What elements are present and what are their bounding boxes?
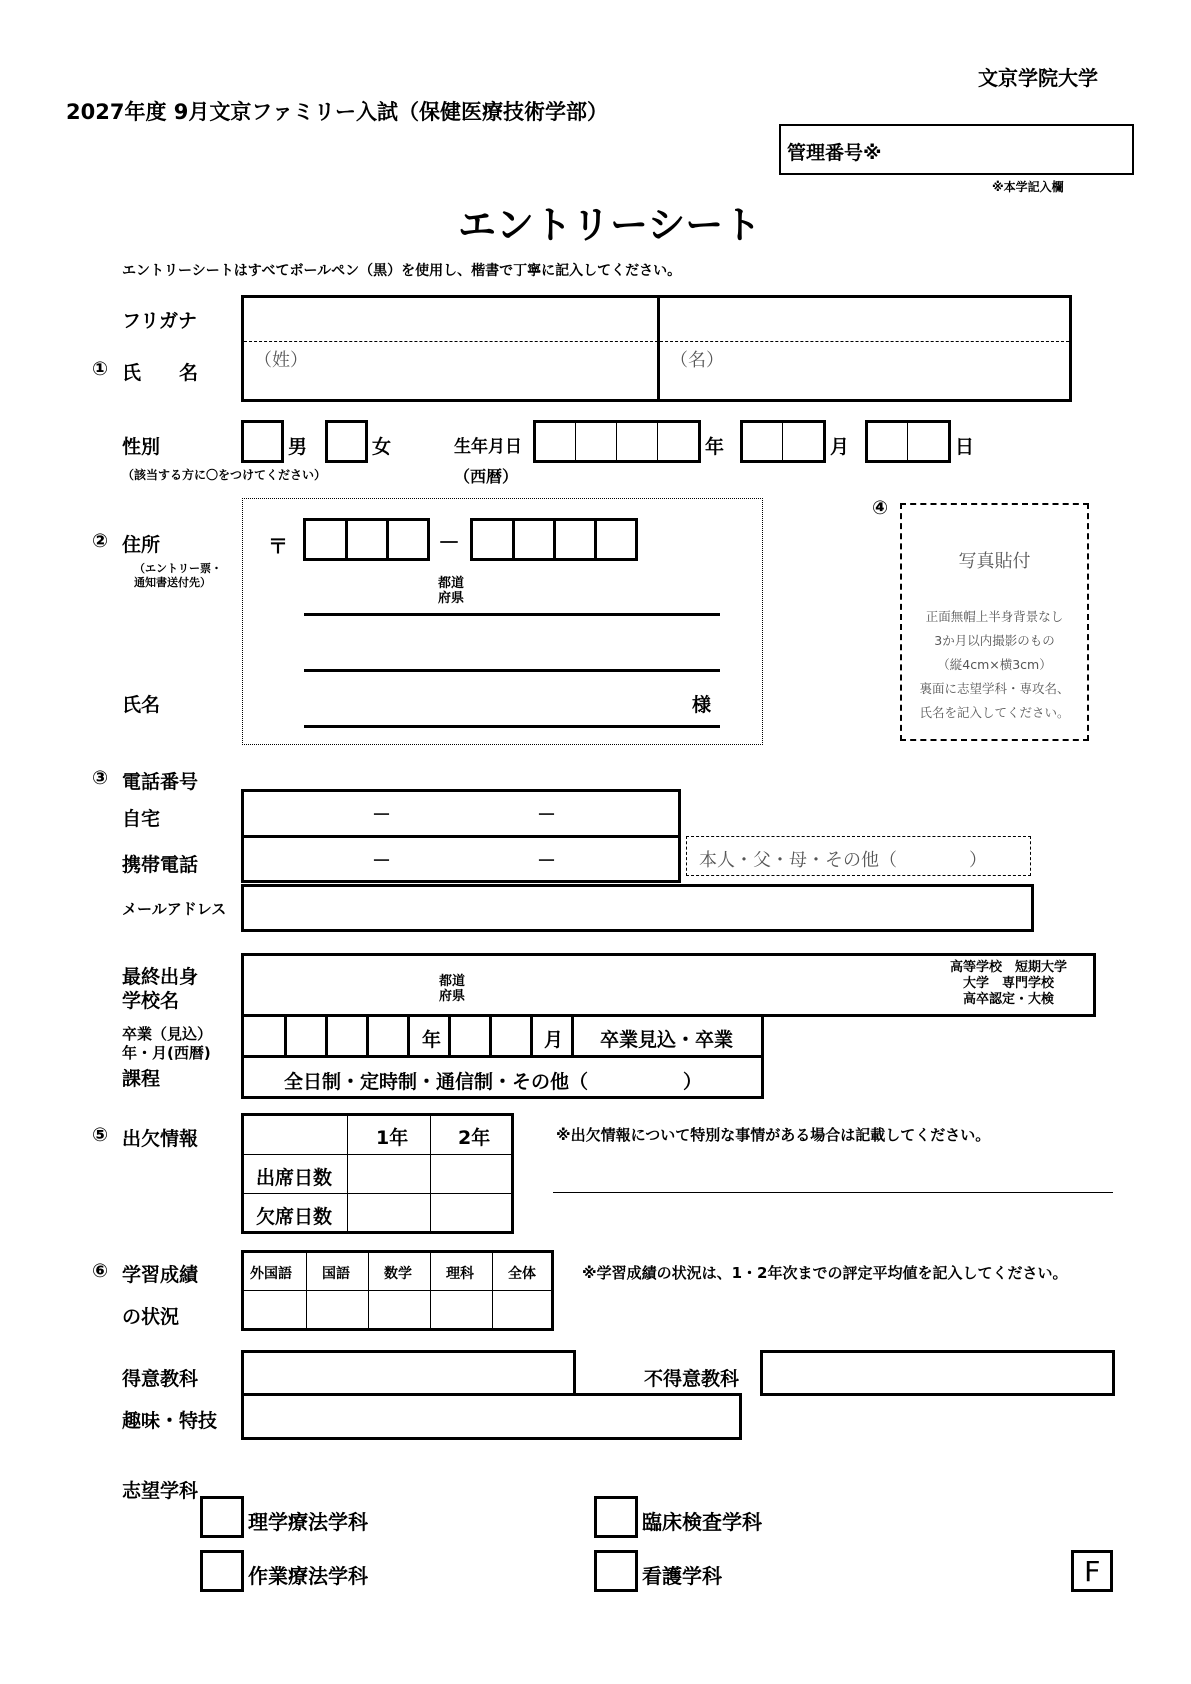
gender-female-box[interactable] <box>325 420 368 463</box>
postal-mark: 〒 <box>268 534 288 558</box>
birthdate-label: 生年月日 <box>454 437 522 457</box>
cell-divider <box>512 521 515 558</box>
cell-divider <box>530 1017 533 1055</box>
furigana-label: フリガナ <box>122 310 198 332</box>
school-prefecture-1: 都道 <box>439 974 466 989</box>
col-divider <box>347 1116 348 1231</box>
section-number-4: ④ <box>872 497 889 519</box>
weak-subject-label: 不得意教科 <box>644 1368 740 1390</box>
birth-month-label: 月 <box>830 436 850 458</box>
email-field[interactable] <box>241 884 1034 932</box>
phone-label: 電話番号 <box>122 771 199 793</box>
school-label-1: 最終出身 <box>122 966 199 988</box>
phone-owner-box[interactable] <box>686 836 1031 876</box>
photo-instruction-line: （縦4cm×横3cm） <box>937 657 1052 672</box>
cell-divider <box>366 1017 369 1055</box>
postal-code-1-field[interactable] <box>303 518 430 561</box>
admin-note: ※本学記入欄 <box>992 180 1064 194</box>
photo-instruction-line: 氏名を記入してください。 <box>919 705 1070 720</box>
school-types[interactable] <box>950 960 1067 1008</box>
cell-divider <box>594 521 597 558</box>
present-days-year1-field[interactable] <box>349 1156 429 1192</box>
gender-label: 性別 <box>122 436 161 458</box>
col-divider <box>430 1116 431 1231</box>
phone-owner-options: 本人・父・母・その他（ ） <box>699 850 987 871</box>
birth-day-label: 日 <box>955 436 975 458</box>
mobile-phone-dash-2: － <box>537 850 557 872</box>
address-note-2: 通知書送付先） <box>134 576 211 589</box>
absent-days-year1-field[interactable] <box>349 1195 429 1231</box>
birth-month-field[interactable] <box>740 420 826 463</box>
recipient-name-line[interactable] <box>304 725 720 728</box>
cell-divider <box>489 1017 492 1055</box>
school-types-line: 大学 専門学校 <box>962 976 1054 991</box>
graduation-label-1: 卒業（見込） <box>122 1025 213 1043</box>
photo-title: 写真貼付 <box>958 551 1031 572</box>
postal-hyphen: － <box>438 531 461 556</box>
weak-subject-field[interactable] <box>760 1350 1115 1396</box>
department-checkbox-clinical[interactable] <box>594 1496 638 1538</box>
hobby-field[interactable] <box>241 1393 742 1440</box>
section-number-3: ③ <box>92 767 109 789</box>
graduation-row <box>241 1014 764 1058</box>
cell-divider <box>553 521 556 558</box>
school-name-field[interactable] <box>241 953 1096 1017</box>
cell-divider <box>325 1017 328 1055</box>
exam-title: 2027年度 9月文京ファミリー入試（保健医療技術学部） <box>66 100 608 124</box>
recipient-name-label: 氏名 <box>122 694 161 716</box>
grade-subject-math: 数学 <box>384 1266 412 1282</box>
graduation-label-2: 年・月(西暦) <box>122 1044 211 1062</box>
attendance-note-line[interactable] <box>553 1192 1113 1193</box>
first-name-field[interactable]: （名） <box>670 350 724 371</box>
instruction: エントリーシートはすべてボールペン（黒）を使用し、楷書で丁寧に記入してください。 <box>122 263 682 279</box>
photo-instruction-line: 正面無帽上半身背景なし <box>925 609 1064 624</box>
photo-instructions <box>902 605 1087 725</box>
course-field[interactable] <box>241 1055 764 1099</box>
address-note-1: （エントリー票・ <box>134 562 222 575</box>
honorific-label: 様 <box>692 694 712 716</box>
admin-number-box <box>779 124 1134 175</box>
department-label: 志望学科 <box>122 1480 199 1502</box>
gender-female-label: 女 <box>372 436 392 458</box>
grade-science-field[interactable] <box>432 1292 491 1328</box>
postal-code-2-field[interactable] <box>470 518 638 561</box>
row-divider <box>244 1290 551 1291</box>
admin-number-label: 管理番号※ <box>787 142 882 164</box>
university-name: 文京学院大学 <box>978 66 1098 90</box>
furigana-first-field[interactable] <box>660 298 1069 341</box>
section-number-1: ① <box>92 358 109 380</box>
photo-instruction-line: 3か月以内撮影のもの <box>934 633 1055 648</box>
attendance-table <box>241 1113 514 1234</box>
mobile-phone-dash-1: － <box>372 850 392 872</box>
birth-day-field[interactable] <box>865 420 951 463</box>
absent-days-year2-field[interactable] <box>432 1195 511 1231</box>
grade-overall-field[interactable] <box>494 1292 551 1328</box>
furigana-last-field[interactable] <box>244 298 657 341</box>
cell-divider <box>345 521 348 558</box>
birth-year-field[interactable] <box>533 420 701 463</box>
course-label: 課程 <box>122 1068 161 1090</box>
last-name-field[interactable]: （姓） <box>254 350 308 371</box>
row-divider <box>244 1193 511 1194</box>
photo-box <box>900 503 1089 741</box>
form-code: F <box>1071 1550 1113 1592</box>
section-number-6: ⑥ <box>92 1260 109 1282</box>
cell-divider <box>386 521 389 558</box>
col-divider <box>306 1253 307 1328</box>
photo-instruction-line: 裏面に志望学科・専攻名、 <box>919 681 1070 696</box>
birthdate-note: （西暦） <box>454 467 519 486</box>
address-line-1[interactable] <box>304 613 720 616</box>
grade-foreign-field[interactable] <box>244 1292 305 1328</box>
graduation-year-label: 年 <box>422 1029 442 1051</box>
graduation-status[interactable]: 卒業見込・卒業 <box>600 1029 734 1051</box>
home-phone-dash-2: － <box>537 804 557 826</box>
department-option-nursing: 看護学科 <box>642 1564 722 1588</box>
prefecture-label-2: 府県 <box>438 591 465 606</box>
section-number-2: ② <box>92 530 109 552</box>
gender-male-label: 男 <box>288 436 308 458</box>
cell-divider <box>907 423 908 460</box>
section-number-5: ⑤ <box>92 1124 109 1146</box>
attendance-row-present: 出席日数 <box>256 1167 333 1189</box>
prefecture-label-1: 都道 <box>438 576 465 591</box>
school-types-line: 高等学校 短期大学 <box>949 960 1067 975</box>
department-option-pt: 理学療法学科 <box>248 1510 368 1534</box>
mobile-phone-field[interactable] <box>244 838 678 880</box>
home-phone-label: 自宅 <box>122 808 161 830</box>
department-checkbox-pt[interactable] <box>200 1496 244 1538</box>
present-days-year2-field[interactable] <box>432 1156 511 1192</box>
good-subject-label: 得意教科 <box>122 1368 199 1390</box>
cell-divider <box>782 423 783 460</box>
gender-note: （該当する方に〇をつけてください） <box>122 468 327 482</box>
school-types-line: 高卒認定・大検 <box>962 992 1054 1007</box>
grade-subject-japanese: 国語 <box>322 1266 350 1282</box>
attendance-label: 出欠情報 <box>122 1128 199 1150</box>
school-label-2: 学校名 <box>122 990 180 1012</box>
grades-note: ※学習成績の状況は、1・2年次までの評定平均値を記入してください。 <box>582 1264 1068 1282</box>
email-label: メールアドレス <box>122 900 227 918</box>
department-option-clinical: 臨床検査学科 <box>642 1510 762 1534</box>
address-label: 住所 <box>122 534 161 556</box>
col-divider <box>492 1253 493 1328</box>
attendance-col-2: 2年 <box>458 1127 491 1149</box>
cell-divider <box>571 1017 574 1055</box>
cell-divider <box>575 423 576 460</box>
grades-label-2: の状況 <box>122 1306 180 1328</box>
grades-label-1: 学習成績 <box>122 1264 199 1286</box>
cell-divider <box>407 1017 410 1055</box>
grade-subject-foreign: 外国語 <box>250 1266 292 1282</box>
graduation-month-label: 月 <box>544 1029 564 1051</box>
department-checkbox-ot[interactable] <box>200 1550 244 1592</box>
col-divider <box>368 1253 369 1328</box>
grade-japanese-field[interactable] <box>308 1292 367 1328</box>
course-options: 全日制・定時制・通信制・その他（ ） <box>284 1071 703 1093</box>
department-option-ot: 作業療法学科 <box>248 1564 368 1588</box>
mobile-phone-label: 携帯電話 <box>122 854 199 876</box>
gender-male-box[interactable] <box>241 420 284 463</box>
home-phone-dash-1: － <box>372 804 392 826</box>
home-phone-field[interactable] <box>244 792 678 835</box>
grade-subject-science: 理科 <box>446 1266 474 1282</box>
cell-divider <box>616 423 617 460</box>
good-subject-field[interactable] <box>241 1350 576 1396</box>
page-title: エントリーシート <box>458 203 762 247</box>
address-line-2[interactable] <box>304 669 720 672</box>
row-divider <box>244 1154 511 1155</box>
phone-table <box>241 789 681 883</box>
cell-divider <box>284 1017 287 1055</box>
grade-subject-overall: 全体 <box>508 1266 536 1282</box>
grade-math-field[interactable] <box>370 1292 429 1328</box>
name-label: 氏 名 <box>122 362 199 384</box>
attendance-col-1: 1年 <box>376 1127 409 1149</box>
cell-divider <box>657 423 658 460</box>
birth-year-label: 年 <box>705 436 725 458</box>
col-divider <box>430 1253 431 1328</box>
grades-table <box>241 1250 554 1331</box>
attendance-note: ※出欠情報について特別な事情がある場合は記載してください。 <box>556 1126 991 1144</box>
name-table <box>241 295 1072 402</box>
hobby-label: 趣味・特技 <box>122 1410 218 1432</box>
school-prefecture-2: 府県 <box>439 989 466 1004</box>
department-checkbox-nursing[interactable] <box>594 1550 638 1592</box>
attendance-row-absent: 欠席日数 <box>256 1206 333 1228</box>
